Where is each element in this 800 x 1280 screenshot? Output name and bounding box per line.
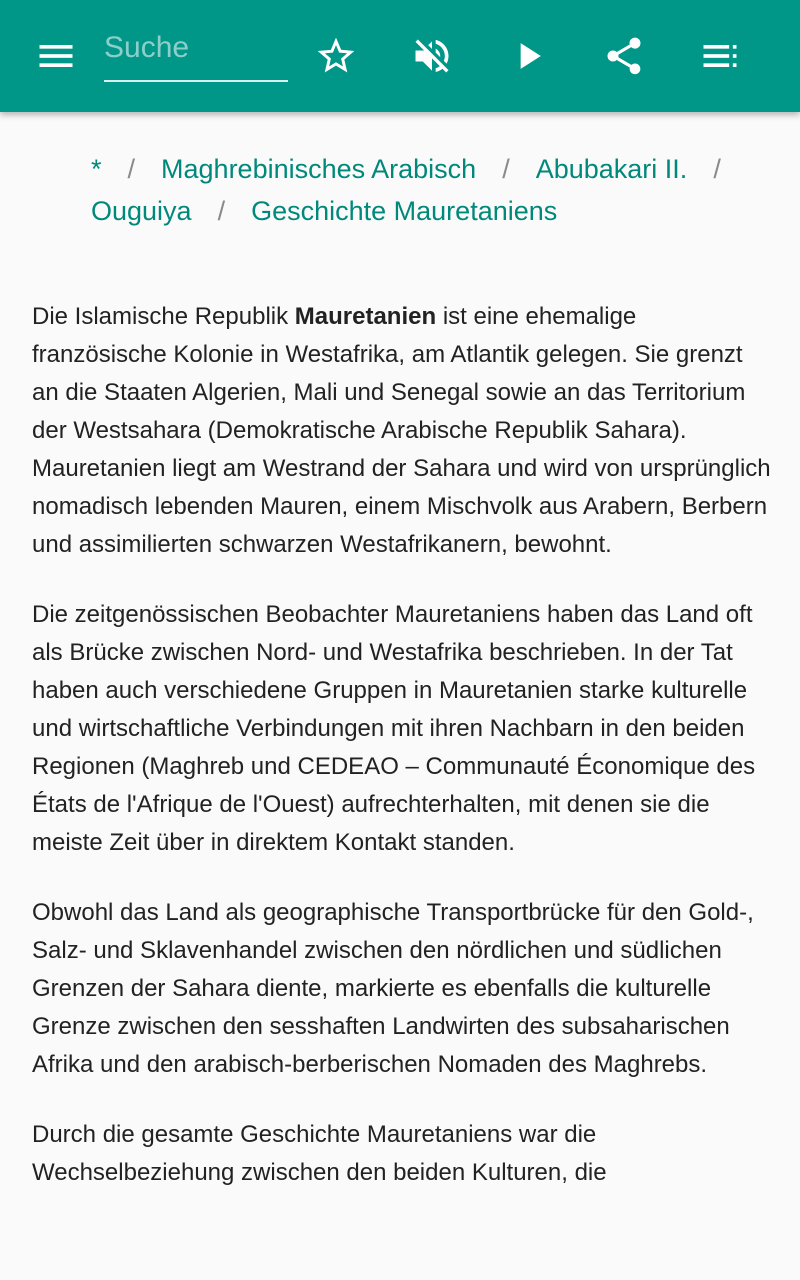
breadcrumb — [91, 148, 781, 232]
article-paragraph: Obwohl das Land als geographische Transportbrücke für den Gold-, Salz- und Sklavenhandel zwischen den nördlichen und südlichen Grenzen der Sahara diente, markierte es ebenfalls die kulturelle Grenze zwischen den sesshaften Landwirten des subsaharischen Afrika und den arabisch-berberischen Nomaden des Maghrebs. — [32, 899, 754, 1078]
playlist-icon — [698, 34, 742, 78]
breadcrumb-item-ouguiya[interactable]: Ouguiya — [91, 196, 192, 226]
share-button[interactable] — [596, 28, 652, 84]
app-toolbar — [0, 0, 800, 112]
paragraph-text: Die Islamische Republik — [32, 303, 295, 330]
bookmark-button[interactable] — [308, 28, 364, 84]
breadcrumb-separator: / — [713, 154, 721, 184]
menu-icon — [34, 34, 78, 78]
breadcrumb-item-abubakari[interactable]: Abubakari II. — [535, 154, 688, 184]
mute-button[interactable] — [404, 28, 460, 84]
breadcrumb-item-geschichte-mauretaniens[interactable]: Geschichte Mauretaniens — [251, 196, 558, 226]
star-outline-icon — [314, 34, 358, 78]
table-of-contents-button[interactable] — [692, 28, 748, 84]
play-icon — [506, 34, 550, 78]
breadcrumb-separator: / — [127, 154, 136, 184]
search-input[interactable] — [104, 24, 288, 80]
breadcrumb-item-maghrebinisches-arabisch[interactable]: Maghrebinisches Arabisch — [161, 154, 477, 184]
breadcrumb-separator: / — [217, 196, 226, 226]
article-paragraph: Durch die gesamte Geschichte Mauretaniens war die Wechselbeziehung zwischen den beiden Kulturen, die — [32, 1121, 607, 1186]
paragraph-text: ist eine ehemalige französische Kolonie in Westafrika, am Atlantik gelegen. Sie grenzt an die Staaten Algerien, Mali und Senegal sowie an das Territorium der Westsahara (Demokratische Arabische Republik Sahara). Mauretanien liegt am Westrand der Sahara und wird von ursprünglich nomadisch lebenden Mauren, einem Mischvolk aus Arabern, Berbern und assimilierten schwarzen Westafrikanern, bewohnt. — [32, 303, 771, 558]
article-paragraph — [32, 298, 772, 564]
share-icon — [602, 34, 646, 78]
breadcrumb-separator: / — [502, 154, 510, 184]
article-content — [0, 112, 800, 1280]
search-field — [104, 24, 288, 82]
article-paragraph: Die zeitgenössischen Beobachter Mauretaniens haben das Land oft als Brücke zwischen Nord- und Westafrika beschrieben. In der Tat haben auch verschiedene Gruppen in Mauretanien starke kulturelle und wirtschaftliche Verbindungen mit ihren Nachbarn in den beiden Regionen (Maghreb und CEDEAO – Communauté Économique des États de l'Afrique de l'Ouest) aufrechterhalten, mit denen sie die meiste Zeit über in direktem Kontakt standen. — [32, 601, 756, 856]
volume-off-icon — [410, 34, 454, 78]
menu-button[interactable] — [28, 28, 84, 84]
article-subject-bold: Mauretanien — [294, 303, 437, 330]
article-body — [32, 298, 772, 1224]
play-button[interactable] — [500, 28, 556, 84]
breadcrumb-item-home[interactable]: * — [91, 154, 102, 184]
